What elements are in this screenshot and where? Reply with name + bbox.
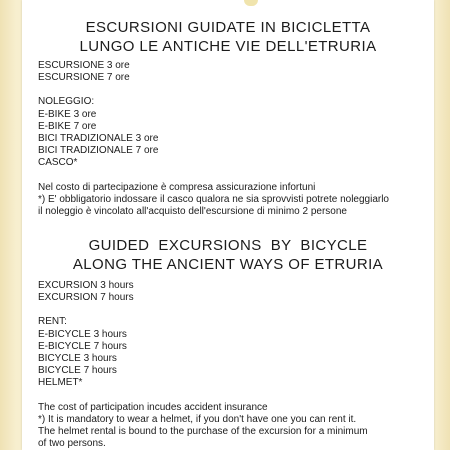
italian-rental-heading: NOLEGGIO: — [38, 96, 95, 108]
english-rental-heading: RENT: — [38, 316, 67, 328]
rental-item: HELMET* — [38, 377, 83, 389]
italian-title — [22, 18, 434, 56]
english-excursions — [38, 280, 368, 450]
english-title — [22, 236, 434, 274]
english-note: *) It is mandatory to wear a helmet, if you don't have one you can rent it. — [38, 413, 357, 425]
rental-item: E-BIKE 3 ore — [38, 108, 97, 120]
rental-item: BICI TRADIZIONALE 7 ore — [38, 145, 159, 157]
rental-item: E-BICYCLE 7 hours — [38, 340, 127, 352]
rental-item: BICYCLE 3 hours — [38, 353, 117, 365]
spacer — [38, 390, 368, 402]
italian-note: *) E' obbligatorio indossare il casco qualora ne sia sprovvisti potrete noleggiarlo — [38, 193, 389, 205]
rental-item: E-BIKE 7 ore — [38, 120, 97, 132]
italian-excursions — [38, 60, 389, 218]
english-title-line1: GUIDED EXCURSIONS BY BICYCLE — [88, 237, 368, 254]
italian-title-line2: LUNGO LE ANTICHE VIE DELL'ETRURIA — [79, 38, 377, 55]
frame-left-border — [0, 0, 16, 450]
rental-item: CASCO* — [38, 157, 78, 169]
excursion-item: ESCURSIONE 7 ore — [38, 72, 130, 84]
price-sheet — [22, 0, 434, 450]
italian-note: Nel costo di partecipazione è compresa assicurazione infortuni — [38, 181, 316, 193]
rental-item: E-BICYCLE 3 hours — [38, 328, 127, 340]
rental-item: BICYCLE 7 hours — [38, 365, 117, 377]
spacer — [38, 170, 389, 182]
top-decoration — [244, 0, 258, 6]
english-note: of two persons. — [38, 438, 106, 450]
english-title-line2: ALONG THE ANCIENT WAYS OF ETRURIA — [72, 256, 384, 273]
excursion-item: EXCURSION 3 hours — [38, 280, 134, 291]
english-note: The cost of participation incudes accident insurance — [38, 401, 268, 413]
spacer — [38, 84, 389, 96]
frame-right-border — [434, 0, 450, 450]
excursion-item: ESCURSIONE 3 ore — [38, 60, 130, 71]
rental-item: BICI TRADIZIONALE 3 ore — [38, 133, 159, 145]
spacer — [38, 304, 368, 316]
excursion-item: EXCURSION 7 hours — [38, 292, 134, 304]
italian-title-line1: ESCURSIONI GUIDATE IN BICICLETTA — [85, 19, 371, 36]
english-note: The helmet rental is bound to the purchase of the excursion for a minimum — [38, 426, 368, 438]
italian-note: il noleggio è vincolato all'acquisto dell'escursione di minimo 2 persone — [38, 206, 347, 218]
